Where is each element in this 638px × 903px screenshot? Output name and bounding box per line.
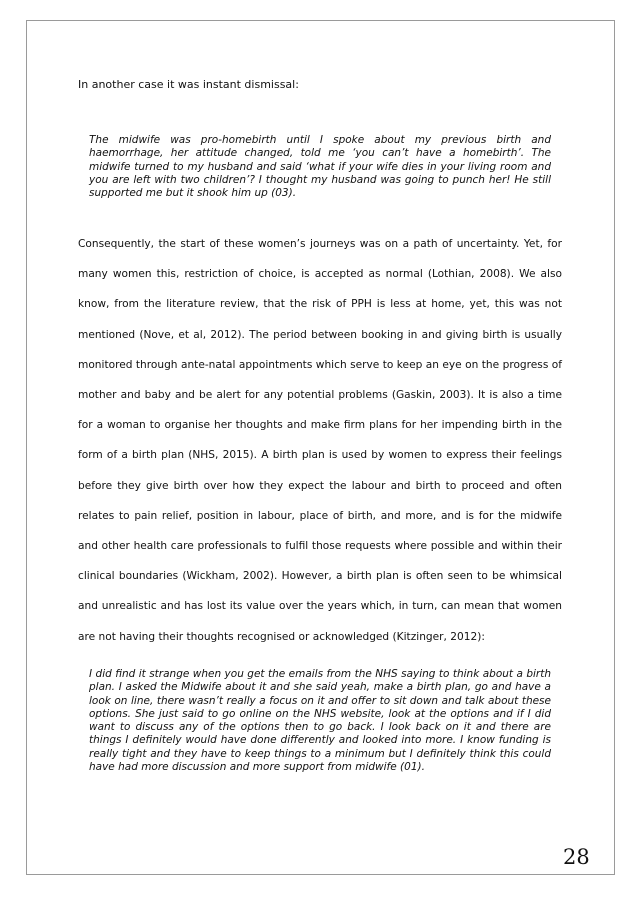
quote-block-1: The midwife was pro-homebirth until I spoke about my previous birth and haemorrhage, her attitude changed, told me ‘you can’t have a homebirth’. The midwife turned to my husband and said ‘what if your wife dies in your living room and you are left with two children’? I thought my husband was going to punch her! He still supported me but it shook him up (03).	[89, 134, 551, 200]
quote-block-2: I did find it strange when you get the emails from the NHS saying to think about a birth plan. I asked the Midwife about it and she said yeah, make a birth plan, go and have a look on line, there wasn’t really a focus on it and offer to sit down and talk about these options. She just said to go online on the NHS website, look at the options and if I did want to discuss any of the options then to go back. I look back on it and there are things I definitely would have done differently and looked into more. I know funding is really tight and they have to keep things to a minimum but I definitely think this could have had more discussion and more support from midwife (01).	[89, 668, 551, 774]
intro-line: In another case it was instant dismissal:	[78, 78, 299, 91]
page-number: 28	[563, 845, 590, 869]
body-paragraph: Consequently, the start of these women’s journeys was on a path of uncertainty. Yet, for many women this, restriction of choice, is accepted as normal (Lothian, 2008). We also know, from the literature review, that the risk of PPH is less at home, yet, this was not mentioned (Nove, et al, 2012). The period between booking in and giving birth is usually monitored through ante-natal appointments which serve to keep an eye on the progress of mother and baby and be alert for any potential problems (Gaskin, 2003). It is also a time for a woman to organise her thoughts and make firm plans for her impending birth in the form of a birth plan (NHS, 2015). A birth plan is used by women to express their feelings before they give birth over how they expect the labour and birth to proceed and often relates to pain relief, position in labour, place of birth, and more, and is for the midwife and other health care professionals to fulfil those requests where possible and within their clinical boundaries (Wickham, 2002). However, a birth plan is often seen to be whimsical and unrealistic and has lost its value over the years which, in turn, can mean that women are not having their thoughts recognised or acknowledged (Kitzinger, 2012):	[78, 238, 562, 643]
